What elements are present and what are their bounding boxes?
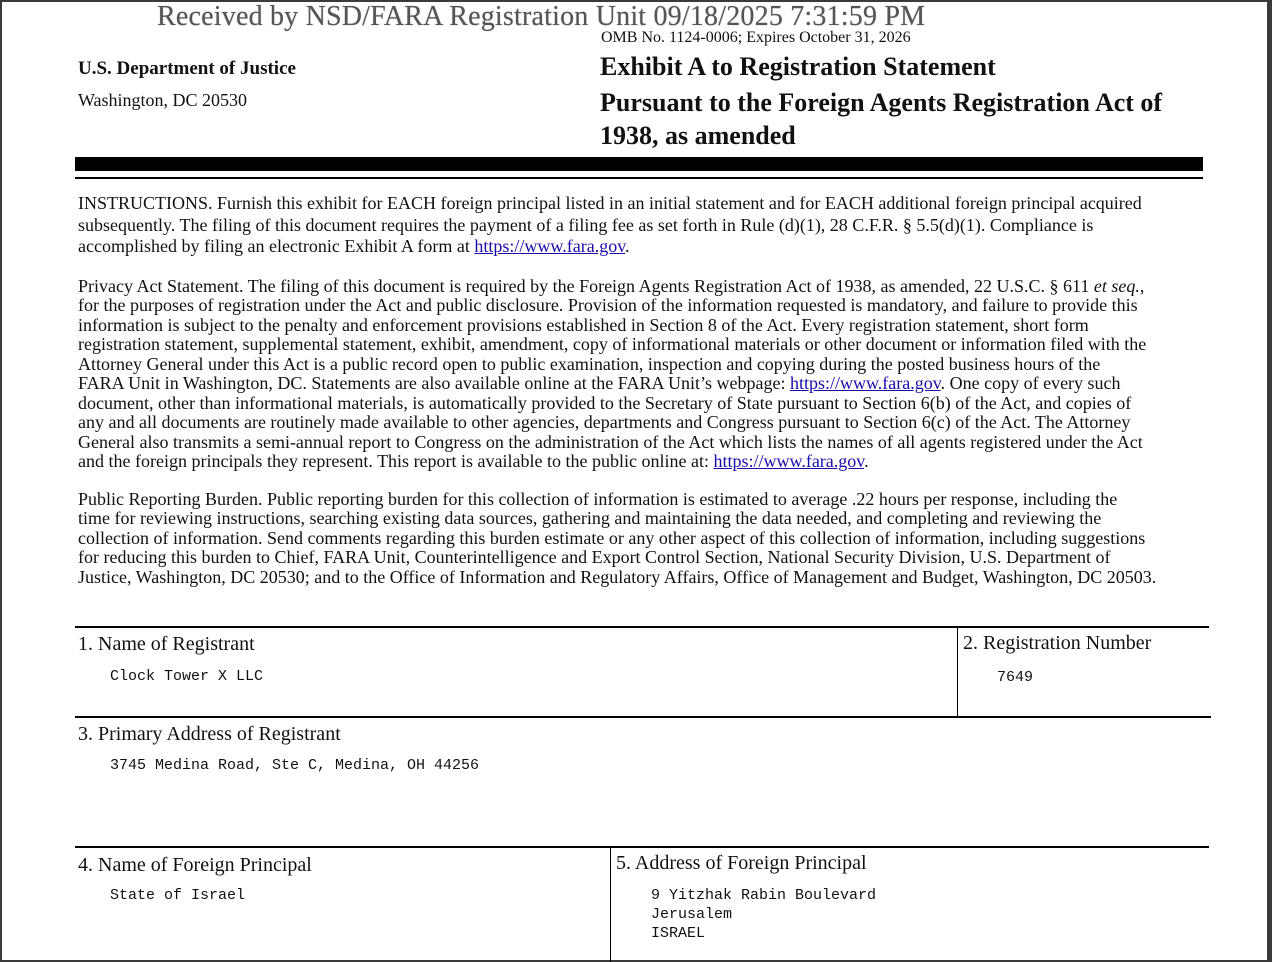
form-title-line-1: Exhibit A to Registration Statement (600, 52, 996, 81)
registrant-address-value: 3745 Medina Road, Ste C, Medina, OH 44256 (110, 757, 480, 774)
paragraph-line (78, 452, 1146, 471)
paragraph-text: for the purposes of registration under the Act and public disclosure. Provision of the information requested is mandatory, and failure to provide this (78, 295, 1138, 316)
registrant-name-value: Clock Tower X LLC (110, 668, 264, 685)
paragraph-text: Public Reporting Burden. Public reporting burden for this collection of information is estimated to average .22 hours per response, including the (78, 489, 1118, 509)
paragraph-text: information is subject to the penalty and enforcement provisions established in Section 8 of the Act. Every registration statement, short form (78, 314, 1089, 335)
foreign-principal-name-label: 4. Name of Foreign Principal (78, 854, 312, 876)
paragraph-text: Justice, Washington, DC 20530; and to the Office of Information and Regulatory Affairs, Office of Management and Budget, Washington, DC 20503. (78, 566, 1157, 587)
paragraph-text: General also transmits a semi-annual report to Congress on the administration of the Act which lists the names of all agents registered under the Act (78, 431, 1143, 452)
department-address: Washington, DC 20530 (78, 90, 248, 110)
reporting-burden-paragraph (78, 490, 1156, 587)
foreign-principal-address-line: Jerusalem (651, 906, 733, 923)
paragraph-line (78, 490, 1156, 509)
form-line (75, 846, 1209, 848)
form-title-line-3: 1938, as amended (600, 121, 796, 150)
paragraph-line (78, 374, 1146, 393)
form-line (610, 847, 611, 962)
department-name: U.S. Department of Justice (78, 58, 296, 79)
paragraph-line (78, 335, 1146, 354)
registration-number-value: 7649 (997, 669, 1034, 686)
paragraph-line (78, 509, 1156, 528)
paragraph-text: . One copy of every such (940, 373, 1121, 394)
paragraph-line (78, 548, 1156, 567)
form-line (75, 626, 1209, 628)
fara-link[interactable]: https://www.fara.gov (713, 451, 865, 472)
paragraph-line (78, 568, 1156, 587)
registrant-address-label: 3. Primary Address of Registrant (78, 723, 341, 745)
paragraph-line (78, 215, 1142, 237)
foreign-principal-address-line: ISRAEL (651, 925, 706, 942)
document-page (2, 2, 1267, 960)
privacy-act-paragraph (78, 277, 1146, 472)
received-stamp: Received by NSD/FARA Registration Unit 09/18/2025 7:31:59 PM (157, 1, 926, 32)
paragraph-text: time for reviewing instructions, searching existing data sources, gathering and maintaining the data needed, and completing and reviewing the (78, 508, 1102, 529)
paragraph-line (78, 193, 1142, 215)
paragraph-text: for reducing this burden to Chief, FARA Unit, Counterintelligence and Export Control Section, National Security Division, U.S. Department of (78, 547, 1111, 568)
paragraph-text: collection of information. Send comments regarding this burden estimate or any other aspect of this collection of information, including suggestions (78, 527, 1146, 548)
paragraph-line (78, 413, 1146, 432)
paragraph-text: INSTRUCTIONS. Furnish this exhibit for EACH foreign principal listed in an initial statement and for EACH additional foreign principal acquired (78, 193, 1142, 213)
form-title-line-2: Pursuant to the Foreign Agents Registration Act of (600, 88, 1163, 117)
form-line (75, 716, 1211, 718)
header-divider-thick (75, 157, 1203, 171)
paragraph-text: et seq. (1093, 276, 1140, 296)
paragraph-line (78, 529, 1156, 548)
paragraph-text: . (625, 236, 630, 256)
header-divider-thin (75, 177, 1203, 179)
paragraph-text: subsequently. The filing of this document requires the payment of a filing fee as set forth in Rule (d)(1), 28 C.F.R. § 5.5(d)(1). Compliance is (78, 214, 1094, 235)
paragraph-text: and the foreign principals they represent. This report is available to the public online at: (78, 451, 714, 472)
omb-number: OMB No. 1124-0006; Expires October 31, 2026 (601, 29, 911, 46)
paragraph-text: Privacy Act Statement. The filing of this document is required by the Foreign Agents Registration Act of 1938, as amended, 22 U.S.C. § 611 (78, 276, 1094, 296)
paragraph-text: accomplished by filing an electronic Exhibit A form at (78, 236, 475, 256)
paragraph-line (78, 277, 1146, 296)
paragraph-text: any and all documents are routinely made available to other agencies, departments and Congress pursuant to Section 6(c) of the Act. The Attorney (78, 412, 1131, 433)
instructions-paragraph (78, 193, 1142, 258)
paragraph-line (78, 316, 1146, 335)
paragraph-text: . (864, 451, 869, 472)
paragraph-line (78, 296, 1146, 315)
paragraph-text: document, other than informational materials, is automatically provided to the Secretary of State pursuant to Section 6(b) of the Act, and copies of (78, 392, 1132, 413)
paragraph-line (78, 433, 1146, 452)
paragraph-line (78, 236, 1142, 258)
paragraph-text: Attorney General under this Act is a public record open to public examination, inspection and copying during the posted business hours of the (78, 353, 1101, 374)
paragraph-line (78, 394, 1146, 413)
fara-link[interactable]: https://www.fara.gov (789, 373, 941, 394)
foreign-principal-address-line: 9 Yitzhak Rabin Boulevard (651, 887, 877, 904)
registration-number-label: 2. Registration Number (963, 632, 1152, 654)
foreign-principal-name-value: State of Israel (110, 887, 246, 904)
paragraph-text: , (1139, 276, 1145, 296)
paragraph-text: registration statement, supplemental statement, exhibit, amendment, copy of informational materials or other document or information filed with the (78, 334, 1147, 355)
registrant-name-label: 1. Name of Registrant (78, 633, 255, 655)
paragraph-line (78, 355, 1146, 374)
paragraph-text: FARA Unit in Washington, DC. Statements are also available online at the FARA Unit’s webpage: (78, 373, 790, 394)
fara-link[interactable]: https://www.fara.gov (474, 236, 626, 256)
form-line (957, 627, 958, 717)
foreign-principal-address-label: 5. Address of Foreign Principal (616, 852, 867, 874)
